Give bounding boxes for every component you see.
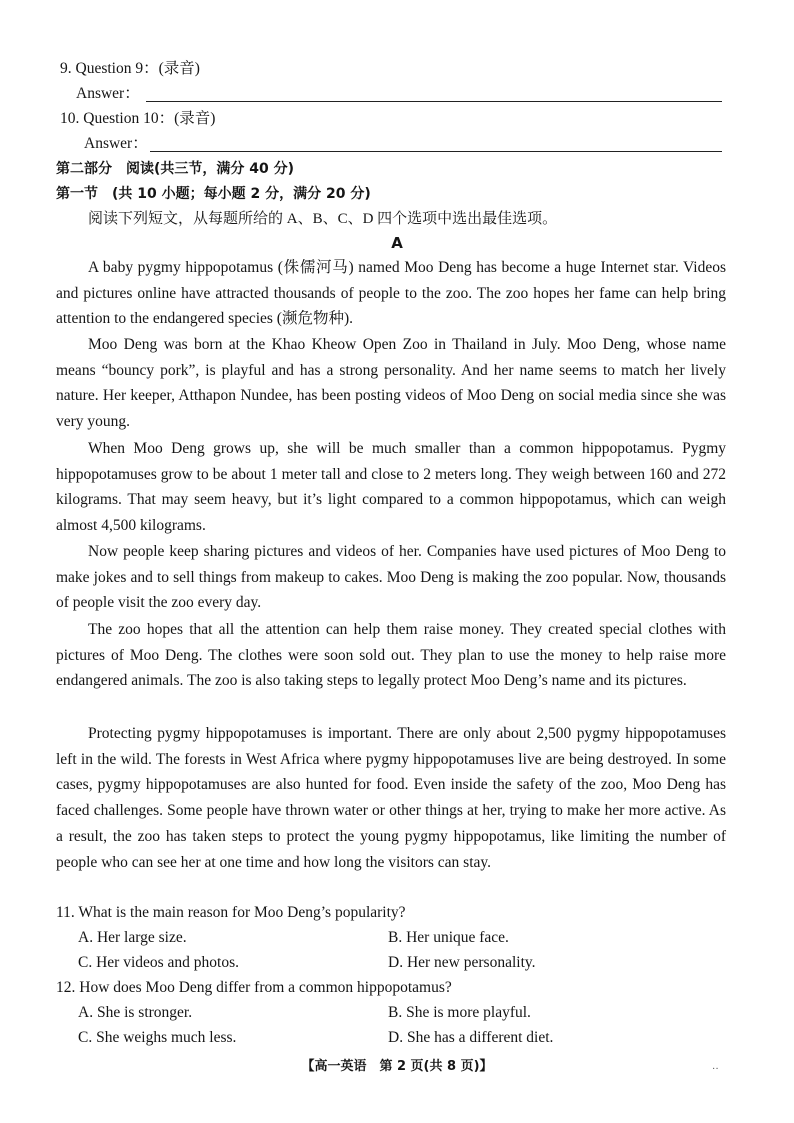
- corner-mark: ··: [712, 1064, 719, 1075]
- answer-9-blank[interactable]: [146, 101, 722, 102]
- paragraph-4: Now people keep sharing pictures and videos of her. Companies have used pictures of Moo Deng to make jokes and to sell things from makeup to cakes. Moo Deng is making the zoo popular. Now, thousands of people visit the zoo every day.: [56, 543, 726, 612]
- question-12-option-d[interactable]: D. She has a different diet.: [388, 1029, 554, 1046]
- section-title: 第一节 (共 10 小题；每小题 2 分，满分 20 分): [56, 186, 371, 202]
- answer-10-blank[interactable]: [150, 151, 722, 152]
- question-12-stem: 12. How does Moo Deng differ from a common hippopotamus?: [56, 979, 452, 996]
- question-12-option-a[interactable]: A. She is stronger.: [78, 1004, 193, 1021]
- part-title: 第二部分 阅读(共三节，满分 40 分): [56, 161, 295, 177]
- paragraph-2: Moo Deng was born at the Khao Kheow Open Zoo in Thailand in July. Moo Deng, whose name means “bouncy pork”, is playful and has a strong personality. And her name seems to match her lively nature. Her keeper, Atthapon Nundee, has been posting videos of Moo Deng on social media since she was very young.: [56, 336, 726, 431]
- question-11-option-a[interactable]: A. Her large size.: [78, 929, 187, 946]
- paragraph-3: When Moo Deng grows up, she will be much smaller than a common hippopotamus. Pygmy hippopotamuses grow to be about 1 meter tall and close to 2 meters long. They weigh between 160 and 272 kilograms. That may seem heavy, but it’s light compared to a common hippopotamus, which can weigh almost 4,500 kilograms.: [56, 440, 726, 535]
- passage-label: A: [391, 234, 403, 252]
- question-12-option-c[interactable]: C. She weighs much less.: [78, 1029, 237, 1046]
- question-12-option-b[interactable]: B. She is more playful.: [388, 1004, 531, 1021]
- question-11-stem: 11. What is the main reason for Moo Deng’s popularity?: [56, 904, 406, 921]
- question-11-option-d[interactable]: D. Her new personality.: [388, 954, 536, 971]
- paragraph-1: A baby pygmy hippopotamus (侏儒河马) named Moo Deng has become a huge Internet star. Videos and pictures online have attracted thousands of people to the zoo. The zoo hopes her fame can help bring attention to the endangered species (濒危物种).: [56, 259, 726, 328]
- answer-9-label: Answer：: [76, 85, 140, 102]
- paragraph-6: Protecting pygmy hippopotamuses is important. There are only about 2,500 pygmy hippopotamuses left in the wild. The forests in West Africa where pygmy hippopotamuses live are being destroyed. In some cases, pygmy hippopotamuses are also hunted for food. Even inside the safety of the zoo, Moo Deng has faced challenges. Some people have thrown water or other things at her, trying to make her more active. As a result, the zoo has taken steps to protect the young pygmy hippopotamus, like limiting the number of people who can see her at one time and how long the visitors can stay.: [56, 725, 726, 871]
- question-10: 10. Question 10：(录音): [60, 110, 216, 127]
- question-11-option-c[interactable]: C. Her videos and photos.: [78, 954, 240, 971]
- paragraph-5: The zoo hopes that all the attention can help them raise money. They created special clothes with pictures of Moo Deng. The clothes were soon sold out. They plan to use the money to help raise more endangered animals. The zoo is also taking steps to legally protect Moo Deng’s name and its pictures.: [56, 621, 726, 690]
- question-9: 9. Question 9：(录音): [60, 60, 200, 77]
- question-11-option-b[interactable]: B. Her unique face.: [388, 929, 509, 946]
- answer-10-label: Answer：: [84, 135, 148, 152]
- page-footer: 【高一英语 第 2 页(共 8 页)】: [301, 1059, 493, 1074]
- instruction: 阅读下列短文，从每题所给的 A、B、C、D 四个选项中选出最佳选项。: [88, 211, 558, 227]
